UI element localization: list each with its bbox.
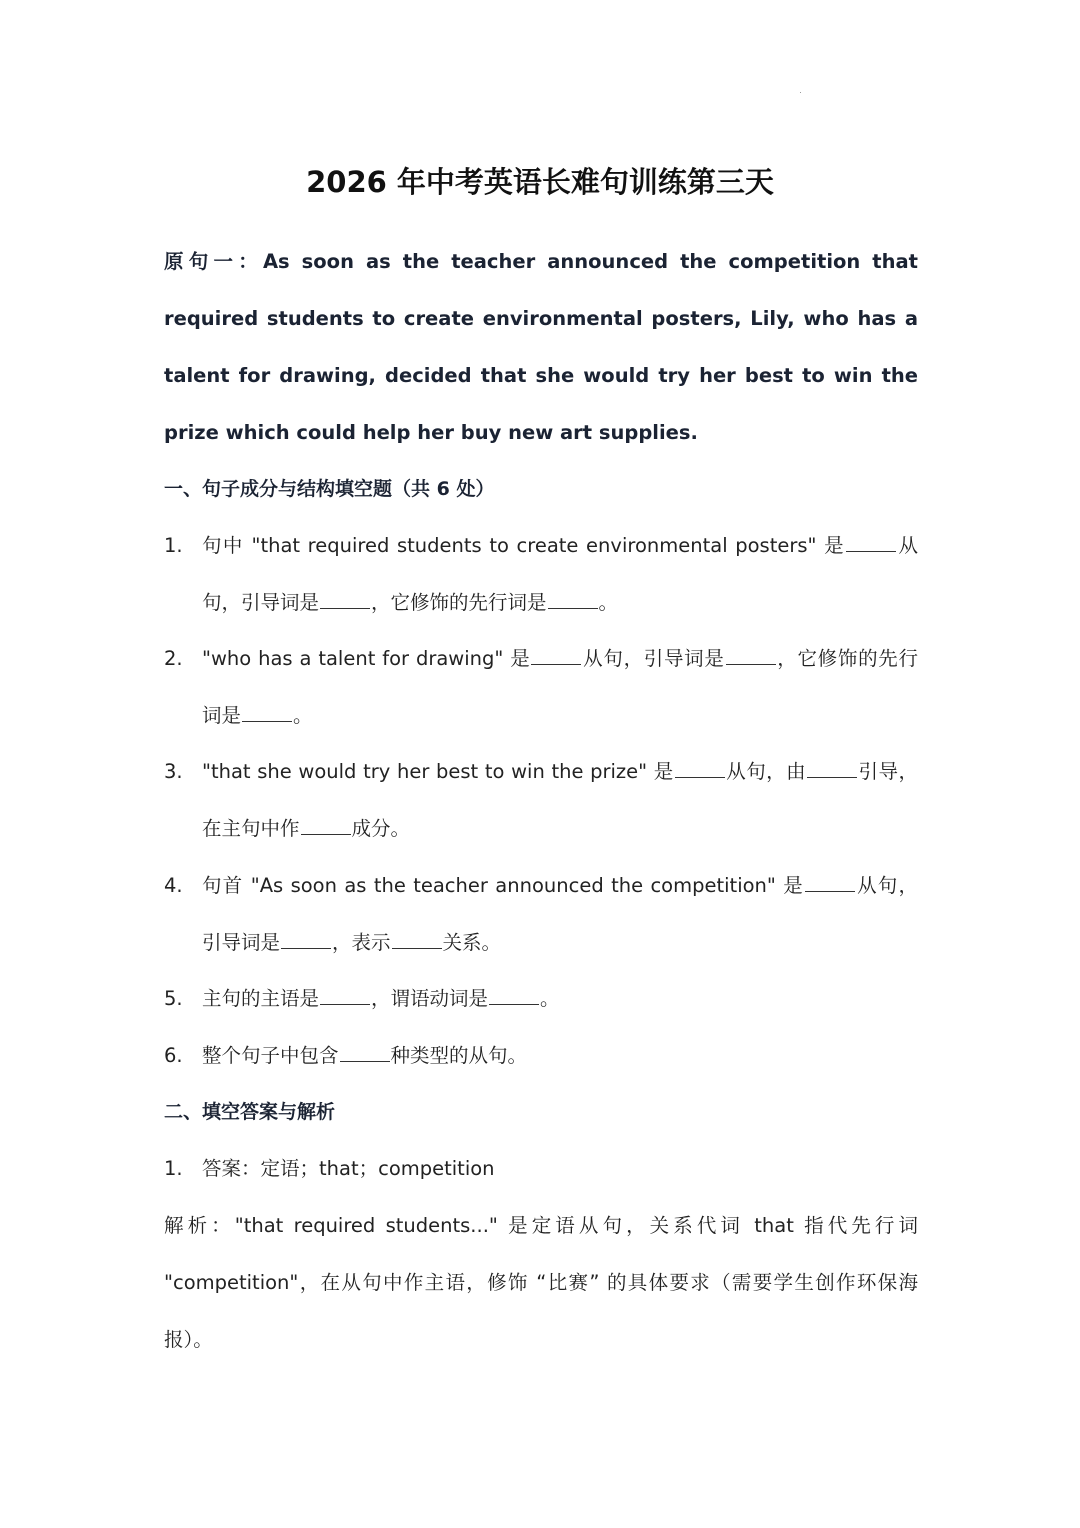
answer-number: 1. bbox=[164, 1157, 183, 1180]
question-1 bbox=[164, 517, 918, 631]
blank-field[interactable] bbox=[805, 875, 855, 892]
question-3 bbox=[164, 743, 918, 857]
question-number: 6. bbox=[164, 1044, 183, 1067]
blank-field[interactable] bbox=[846, 535, 896, 552]
question-number: 4. bbox=[164, 874, 183, 897]
blank-field[interactable] bbox=[340, 1045, 390, 1062]
blank-field[interactable] bbox=[675, 761, 725, 778]
analysis-1: 解析："that required students..." 是定语从句，关系代词 that 指代先行词 "competition"，在从句中作主语，修饰 “比赛” 的具体要求（需要学生创作环保海报）。 bbox=[164, 1214, 918, 1351]
blank-field[interactable] bbox=[807, 761, 857, 778]
original-sentence bbox=[164, 233, 918, 461]
blank-field[interactable] bbox=[392, 932, 442, 949]
blank-field[interactable] bbox=[242, 705, 292, 722]
question-number: 3. bbox=[164, 760, 183, 783]
question-text: "that she would try her best to win the prize" 是 从句，由 引导，在主句中作 成分。 bbox=[202, 760, 918, 840]
original-text: As soon as the teacher announced the competition that required students to create environmental posters, Lily, who has a talent for drawing, decided that she would try her best to win the prize which could help her buy new art supplies. bbox=[164, 250, 918, 444]
blank-field[interactable] bbox=[531, 648, 581, 665]
original-label: 原句一： bbox=[164, 250, 263, 273]
blank-field[interactable] bbox=[320, 988, 370, 1005]
question-4 bbox=[164, 857, 918, 971]
answer-1 bbox=[164, 1140, 918, 1197]
question-text: 主句的主语是 ，谓语动词是 。 bbox=[202, 987, 560, 1010]
page-title: 2026 年中考英语长难句训练第三天 bbox=[306, 165, 774, 199]
question-text: "who has a talent for drawing" 是 从句，引导词是 ，它修饰的先行词是 。 bbox=[202, 647, 918, 727]
blank-field[interactable] bbox=[320, 592, 370, 609]
scan-speck bbox=[800, 92, 801, 93]
question-text: 整个句子中包含 种类型的从句。 bbox=[202, 1044, 528, 1067]
blank-field[interactable] bbox=[548, 592, 598, 609]
question-number: 1. bbox=[164, 534, 183, 557]
blank-field[interactable] bbox=[726, 648, 776, 665]
question-5 bbox=[164, 970, 918, 1027]
answer-text: 答案：定语；that；competition bbox=[202, 1157, 495, 1180]
question-number: 5. bbox=[164, 987, 183, 1010]
blank-field[interactable] bbox=[301, 818, 351, 835]
question-6 bbox=[164, 1027, 918, 1084]
question-text: 句首 "As soon as the teacher announced the competition" 是 从句，引导词是 ，表示 关系。 bbox=[202, 874, 918, 954]
question-2 bbox=[164, 630, 918, 744]
question-text: 句中 "that required students to create environmental posters" 是 从句，引导词是 ，它修饰的先行词是 。 bbox=[202, 534, 918, 614]
blank-field[interactable] bbox=[489, 988, 539, 1005]
section-1-heading: 一、句子成分与结构填空题（共 6 处） bbox=[164, 478, 495, 500]
section-2-heading: 二、填空答案与解析 bbox=[164, 1101, 336, 1123]
blank-field[interactable] bbox=[281, 932, 331, 949]
question-number: 2. bbox=[164, 647, 183, 670]
